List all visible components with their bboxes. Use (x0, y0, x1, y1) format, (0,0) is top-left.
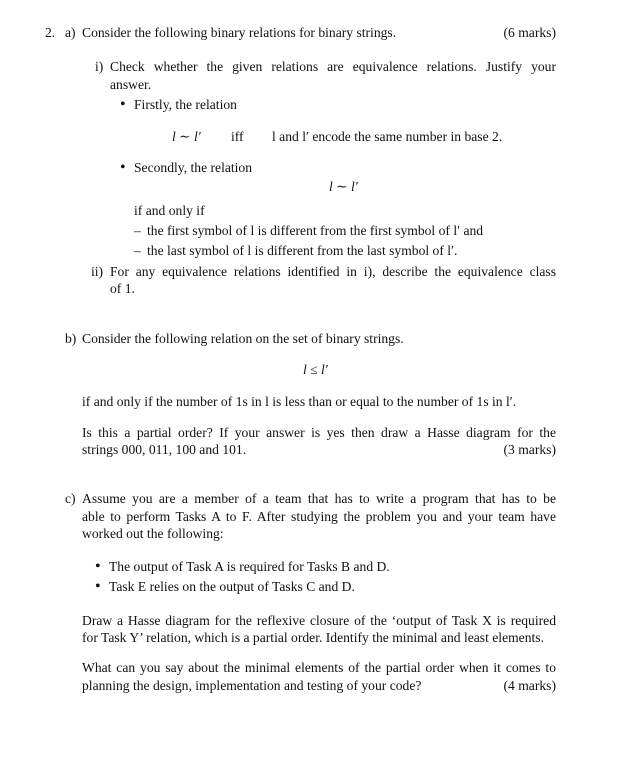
part-a-ii-label: ii) (91, 264, 104, 279)
part-a-marks: (6 marks) (503, 25, 556, 40)
part-a-ii-line2: of 1. (110, 281, 135, 296)
last-symbol-condition: – the last symbol of l is different from the last symbol of l′. (147, 242, 457, 259)
part-c-line1: Assume you are a member of a team that has to write a program that has to be (82, 491, 556, 506)
first-symbol-condition: – the first symbol of l is different from the first symbol of l′ and (147, 222, 483, 239)
task-a-bullet: • The output of Task A is required for Tasks B and D. (109, 558, 390, 575)
part-a-i-line1: Check whether the given relations are equivalence relations. Justify your (110, 59, 556, 74)
hasse-instruction-line1: Draw a Hasse diagram for the reflexive closure of the ‘output of Task X is required (82, 613, 556, 628)
part-c-label: c) (65, 491, 76, 506)
first-relation-condition: l and l′ encode the same number in base 2. (272, 129, 503, 144)
part-a-intro: Consider the following binary relations for binary strings. (82, 25, 397, 40)
part-a-i-line2: answer. (110, 77, 152, 92)
part-b-label: b) (65, 331, 77, 346)
part-b-marks: (3 marks) (503, 442, 556, 457)
part-c-marks: (4 marks) (503, 678, 556, 693)
task-e-bullet: • Task E relies on the output of Tasks C and D. (109, 578, 355, 595)
part-c-line3: worked out the following: (82, 526, 224, 541)
question-number: 2. (45, 25, 56, 40)
part-a-ii-line1: For any equivalence relations identified in i), describe the equivalence class (110, 264, 556, 279)
part-b-condition: if and only if the number of 1s in l is less than or equal to the number of 1s in l′. (82, 394, 517, 409)
first-relation-formula: l ∼ l′ (172, 129, 201, 144)
minimal-elements-line1: What can you say about the minimal elements of the partial order when it comes to (82, 660, 556, 675)
second-relation-formula: l ∼ l′ (329, 179, 358, 194)
part-a-i-label: i) (95, 59, 104, 74)
first-relation-bullet: • Firstly, the relation (134, 96, 237, 113)
hasse-instruction-line2: for Task Y’ relation, which is a partial order. Identify the minimal and least elements. (82, 630, 544, 645)
part-a-label: a) (65, 25, 76, 40)
part-b-question-line2: strings 000, 011, 100 and 101. (82, 442, 247, 457)
part-c-line2: able to perform Tasks A to F. After studying the problem you and your team have (82, 509, 556, 524)
part-b-formula: l ≤ l′ (303, 362, 328, 377)
iff-text: iff (231, 129, 244, 144)
part-b-intro: Consider the following relation on the set of binary strings. (82, 331, 404, 346)
second-relation-bullet: • Secondly, the relation (134, 159, 252, 176)
if-and-only-if-text: if and only if (134, 203, 205, 218)
minimal-elements-line2: planning the design, implementation and testing of your code? (82, 678, 422, 693)
part-b-question-line1: Is this a partial order? If your answer is yes then draw a Hasse diagram for the (82, 425, 556, 440)
